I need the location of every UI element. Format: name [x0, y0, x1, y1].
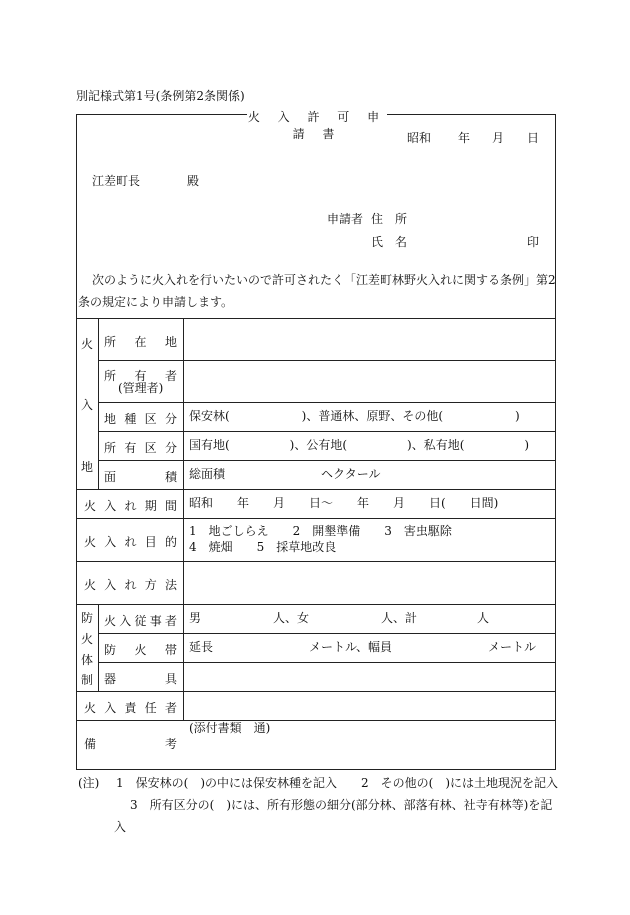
label-owner: 所 有 者: [104, 369, 177, 383]
form-title: 火 入 許 可 申 請 書: [247, 110, 387, 141]
row-line: [76, 561, 556, 562]
row-line: [98, 633, 556, 634]
value-purpose-line1: 1 地ごしらえ 2 開墾準備 3 害虫駆除: [189, 524, 452, 538]
label-purpose: 火 入 れ 目 的: [84, 535, 177, 549]
value-workers: 男 人、女 人、計 人: [189, 611, 490, 625]
label-period: 火 入 れ 期 間: [84, 499, 177, 513]
date-month: 月: [492, 131, 505, 145]
row-line: [76, 518, 556, 519]
addressee-honorific: 殿: [187, 174, 200, 188]
label-equipment: 器 具: [104, 672, 177, 686]
label-remarks-right: 考: [165, 737, 178, 751]
label-method: 火 入 れ 方 法: [84, 578, 177, 592]
group-defense-char: 防: [81, 611, 94, 625]
group-land-char: 地: [81, 460, 94, 474]
body-text-line2: 条の規定により申請します。: [78, 295, 234, 309]
value-period: 昭和 年 月 日〜 年 月 日( 日間): [189, 496, 499, 510]
value-remarks: (添付書類 通): [189, 721, 271, 735]
value-ownership-type: 国有地( )、公有地( )、私有地( ): [189, 438, 530, 452]
group-divider-defense: [98, 604, 99, 691]
notes-line3: 入: [114, 820, 127, 834]
group-defense-char: 制: [81, 673, 94, 687]
row-line: [76, 691, 556, 692]
row-line: [98, 460, 556, 461]
notes-line2: 3 所有区分の( )には、所有形態の細分(部分林、部落有林、社寺有林等)を記: [130, 798, 553, 812]
date-year: 年: [458, 131, 471, 145]
applicant-address-label: 住 所: [371, 212, 408, 226]
applicant-label: 申請者: [327, 212, 364, 226]
row-line: [76, 720, 556, 721]
date-day: 日: [527, 131, 540, 145]
group-land-char: 火: [81, 337, 94, 351]
group-defense-char: 火: [81, 632, 94, 646]
applicant-name-label: 氏 名: [371, 235, 408, 249]
row-line: [76, 604, 556, 605]
form-header: 別記様式第1号(条例第2条関係): [76, 89, 245, 103]
label-firebreak: 防 火 帯: [104, 643, 177, 657]
date-era: 昭和: [407, 131, 432, 145]
label-remarks-left: 備: [84, 737, 97, 751]
label-land-type: 地 種 区 分: [104, 412, 177, 426]
row-line: [98, 360, 556, 361]
label-value-divider: [183, 318, 184, 720]
row-line: [76, 489, 556, 490]
notes-line1: 1 保安林の( )の中には保安林種を記入 2 その他の( )には土地現況を記入: [116, 776, 558, 790]
body-text-line1: 次のように火入れを行いたいので許可されたく「江差町林野火入れに関する条例」第2: [92, 273, 556, 287]
group-divider-land: [98, 318, 99, 489]
label-responsible: 火 入 責 任 者: [84, 701, 177, 715]
label-ownership-type: 所 有 区 分: [104, 441, 177, 455]
row-line: [98, 662, 556, 663]
value-land-type: 保安林( )、普通林、原野、その他( ): [189, 409, 520, 423]
addressee-name: 江差町長: [92, 174, 141, 188]
value-purpose-line2: 4 焼畑 5 採草地改良: [189, 540, 337, 554]
label-workers: 火 入 従 事 者: [104, 614, 177, 628]
label-area: 面 積: [104, 470, 177, 484]
table-top-line: [76, 318, 556, 319]
value-firebreak: 延長 メートル、幅員 メートル: [189, 640, 537, 654]
row-line: [98, 431, 556, 432]
notes-prefix: (注): [78, 776, 100, 790]
group-defense-char: 体: [81, 653, 94, 667]
label-location: 所 在 地: [104, 335, 177, 349]
row-line: [98, 402, 556, 403]
value-area: 総面積 ヘクタール: [189, 467, 381, 481]
label-owner-sub: (管理者): [118, 381, 164, 395]
group-land-char: 入: [81, 398, 94, 412]
seal-mark: 印: [527, 235, 540, 249]
